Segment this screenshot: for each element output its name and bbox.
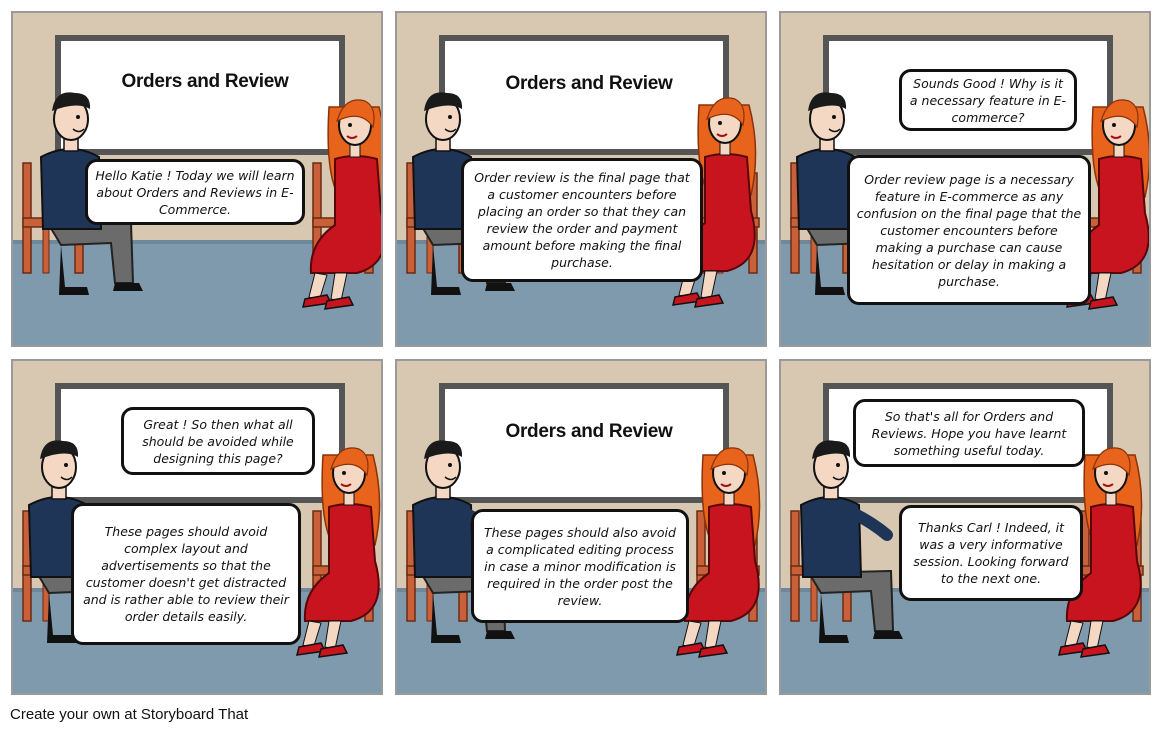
panel-1 <box>11 11 383 347</box>
whiteboard <box>445 389 723 497</box>
panel-5 <box>395 359 767 695</box>
panel-6 <box>779 359 1151 695</box>
whiteboard-title: Orders and Review <box>505 73 673 94</box>
speech-bubble-katie: Sounds Good ! Why is it a necessary feature in E-commerce? <box>899 69 1077 131</box>
panel-3 <box>779 11 1151 347</box>
speech-bubble-carl: Order review is the final page that a customer encounters before placing an order so that they can review the order and payment amount before making the final purchase. <box>461 158 703 282</box>
speech-bubble-katie: Great ! So then what all should be avoided while designing this page? <box>121 407 315 475</box>
speech-bubble-katie: Thanks Carl ! Indeed, it was a very informative session. Looking forward to the next one. <box>899 505 1083 601</box>
footer-credit: Create your own at Storyboard That <box>10 706 249 723</box>
whiteboard-title: Orders and Review <box>121 71 289 92</box>
panel-2 <box>395 11 767 347</box>
speech-bubble-carl: These pages should avoid complex layout and advertisements so that the customer doesn't get distracted and is rather able to review their order details easily. <box>71 503 301 645</box>
whiteboard <box>445 41 723 149</box>
speech-bubble-carl: So that's all for Orders and Reviews. Hope you have learnt something useful today. <box>853 399 1085 467</box>
speech-bubble-carl: Hello Katie ! Today we will learn about Orders and Reviews in E-Commerce. <box>85 159 305 225</box>
whiteboard-title: Orders and Review <box>505 421 673 442</box>
speech-bubble-carl: Order review page is a necessary feature in E-commerce as any confusion on the final page that the customer encounters before making a purchase can cause hesitation or delay in making a purchase. <box>847 155 1091 305</box>
speech-bubble-carl: These pages should also avoid a complicated editing process in case a minor modification is required in the order post the review. <box>471 509 689 623</box>
panel-4 <box>11 359 383 695</box>
whiteboard <box>61 41 339 149</box>
